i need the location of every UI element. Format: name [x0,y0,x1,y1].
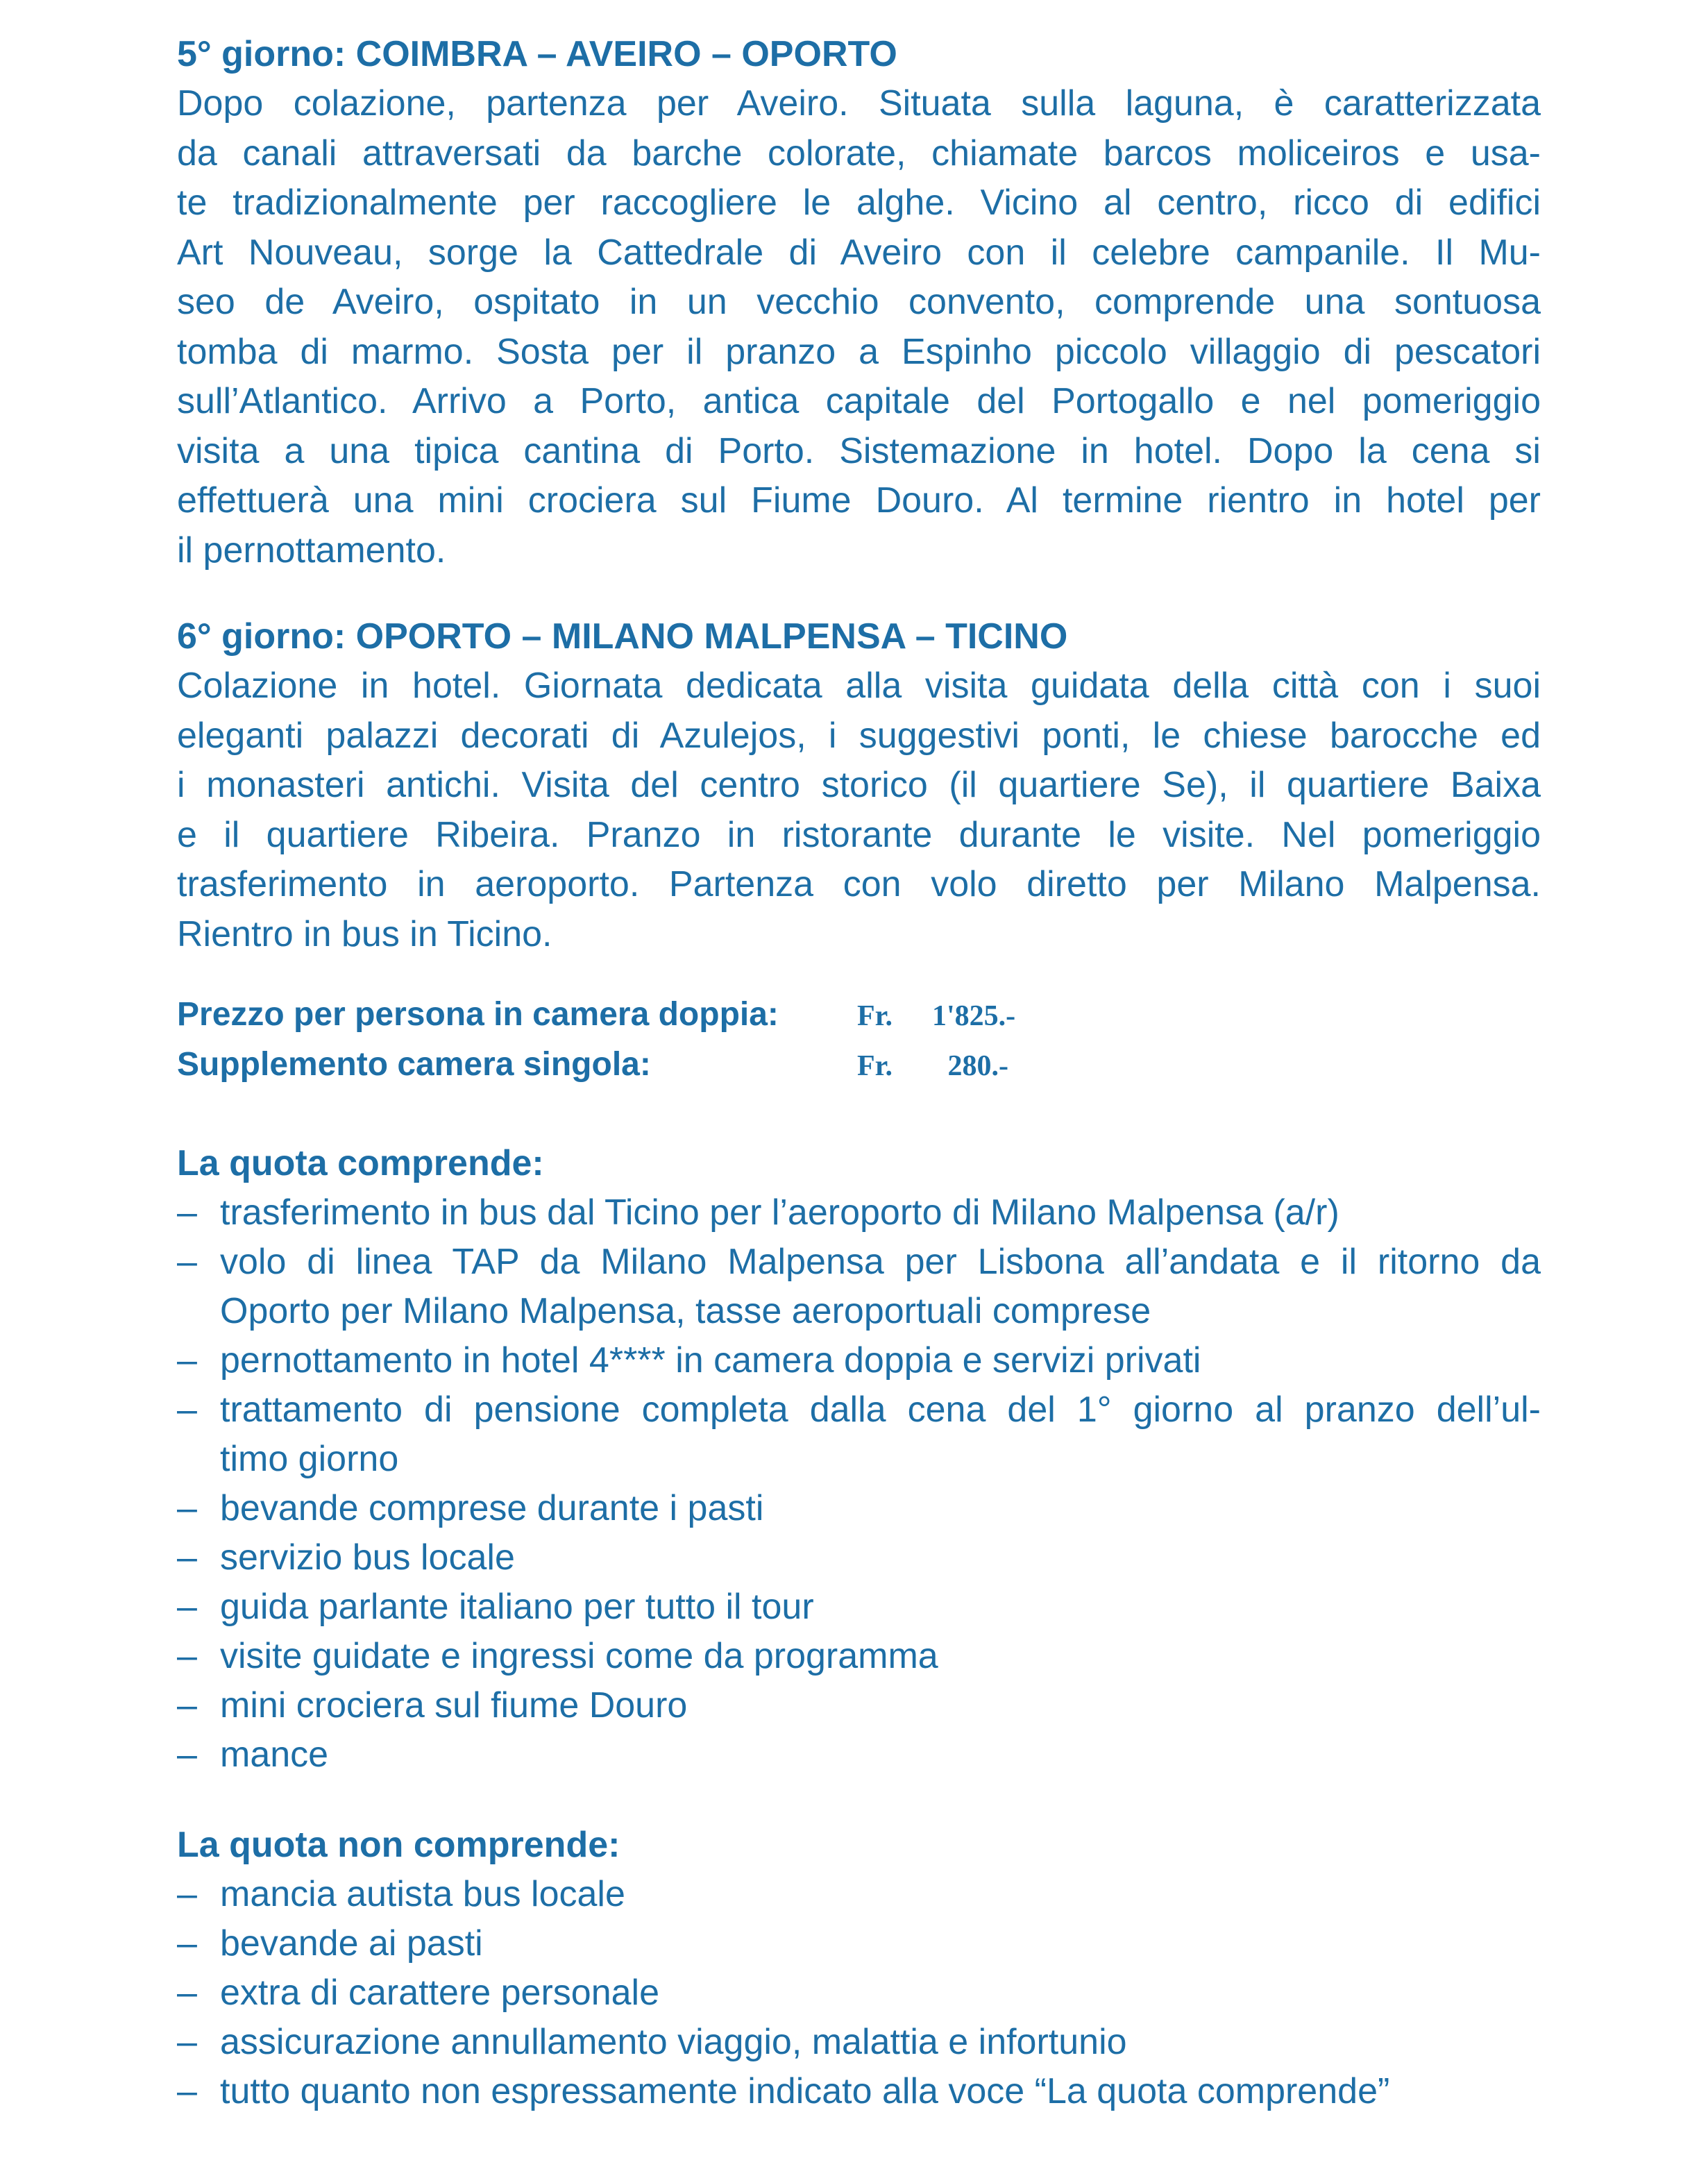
text-line: Rientro in bus in Ticino. [177,913,552,954]
price-currency: Fr. [857,1050,893,1082]
list-item [177,1336,1541,1385]
list-item-line: pernottamento in hotel 4**** in camera doppia e servizi privati [220,1340,1201,1381]
list-item [177,1919,1541,1968]
list-item-text [220,1919,1541,1968]
text-line: visita a una tipica cantina di Porto. Sistemazione in hotel. Dopo la cena si [177,430,1541,471]
list-item-line: Oporto per Milano Malpensa, tasse aeroportuali comprese [220,1291,1151,1331]
list-item-text [220,1681,1541,1730]
list-item-text [220,1484,1541,1533]
price-currency: Fr. [857,1000,893,1032]
day-6-section [177,611,1541,959]
list-item-line: assicurazione annullamento viaggio, malattia e infortunio [220,2022,1127,2062]
list-item-text [220,1188,1541,1238]
text-line: tomba di marmo. Sosta per il pranzo a Espinho piccolo villaggio di pescatori [177,331,1541,372]
list-item [177,2018,1541,2067]
text-line: Dopo colazione, partenza per Aveiro. Situata sulla laguna, è caratterizzata [177,83,1541,124]
list-item-line: tutto quanto non espressamente indicato alla voce “La quota comprende” [220,2071,1390,2111]
document-content [177,29,1541,2116]
list-item-line: visite guidate e ingressi come da programma [220,1636,938,1676]
list-item-line: bevande comprese durante i pasti [220,1488,764,1528]
text-line: e il quartiere Ribeira. Pranzo in ristorante durante le visite. Nel pomeriggio [177,814,1541,855]
list-item-text [220,2018,1541,2067]
price-amount: 1'825.- [932,1000,1016,1032]
list-dash: – [177,2071,197,2111]
excluded-list [177,1870,1541,2116]
list-dash: – [177,1537,197,1578]
list-dash: – [177,1685,197,1726]
list-item-line: extra di carattere personale [220,1973,660,2013]
text-line: te tradizionalmente per raccogliere le alghe. Vicino al centro, ricco di edifici [177,183,1541,223]
text-line: Colazione in hotel. Giornata dedicata alla visita guidata della città con i suoi [177,666,1541,706]
list-item-text [220,1533,1541,1583]
list-dash: – [177,1488,197,1528]
day-5-title: 5° giorno: COIMBRA – AVEIRO – OPORTO [177,34,897,74]
list-item-line: guida parlante italiano per tutto il tour [220,1587,814,1627]
text-line: seo de Aveiro, ospitato in un vecchio convento, comprende una sontuosa [177,282,1541,322]
list-item [177,1632,1541,1681]
excluded-title: La quota non comprende: [177,1825,620,1865]
list-dash: – [177,1636,197,1676]
list-item-line: mancia autista bus locale [220,1874,625,1914]
price-label: Supplemento camera singola: [177,1046,651,1083]
list-item-text [220,1385,1541,1484]
day-6-text [177,661,1541,959]
list-item-text [220,1968,1541,2018]
list-item [177,1188,1541,1238]
list-item [177,1681,1541,1730]
list-item-line: volo di linea TAP da Milano Malpensa per Lisbona all’andata e il ritorno da [220,1242,1541,1282]
text-line: trasferimento in aeroporto. Partenza con volo diretto per Milano Malpensa. [177,864,1541,904]
price-amount: 280.- [947,1050,1008,1082]
list-item-line: bevande ai pasti [220,1923,483,1964]
list-item-line: trattamento di pensione completa dalla cena del 1° giorno al pranzo dell’ul- [220,1390,1541,1430]
list-item [177,2067,1541,2116]
list-dash: – [177,1192,197,1233]
list-item-line: timo giorno [220,1439,399,1479]
list-dash: – [177,1923,197,1964]
list-item-text [220,1583,1541,1632]
text-line: effettuerà una mini crociera sul Fiume Douro. Al termine rientro in hotel per [177,480,1541,521]
list-item-text [220,1336,1541,1385]
list-item-text [220,1632,1541,1681]
list-dash: – [177,1390,197,1430]
day-5-text [177,79,1541,575]
included-list [177,1188,1541,1780]
list-item-text [220,1238,1541,1336]
list-dash: – [177,2022,197,2062]
price-row-single [177,1045,1541,1095]
text-line: il pernottamento. [177,530,446,571]
list-dash: – [177,1735,197,1775]
list-item [177,1385,1541,1484]
price-value [857,1049,1008,1083]
text-line: sull’Atlantico. Arrivo a Porto, antica capitale del Portogallo e nel pomeriggio [177,381,1541,421]
text-line: da canali attraversati da barche colorate, chiamate barcos moliceiros e usa- [177,133,1541,174]
list-item [177,1533,1541,1583]
list-dash: – [177,1340,197,1381]
list-item-line: mance [220,1735,329,1775]
list-item [177,1870,1541,1919]
included-title: La quota comprende: [177,1143,544,1183]
list-item [177,1583,1541,1632]
list-item-text [220,1730,1541,1780]
text-line: Art Nouveau, sorge la Cattedrale di Aveiro con il celebre campanile. Il Mu- [177,232,1541,273]
list-dash: – [177,1874,197,1914]
list-item [177,1238,1541,1336]
text-line: eleganti palazzi decorati di Azulejos, i suggestivi ponti, le chiese barocche ed [177,715,1541,756]
list-item-text [220,2067,1541,2116]
day-6-title: 6° giorno: OPORTO – MILANO MALPENSA – TICINO [177,616,1068,657]
list-item-line: mini crociera sul fiume Douro [220,1685,688,1726]
price-row-double [177,995,1541,1045]
list-item [177,1730,1541,1780]
list-item [177,1484,1541,1533]
price-block [177,995,1541,1095]
price-label: Prezzo per persona in camera doppia: [177,996,779,1033]
list-item-line: trasferimento in bus dal Ticino per l’aeroporto di Milano Malpensa (a/r) [220,1192,1339,1233]
list-dash: – [177,1587,197,1627]
list-item [177,1968,1541,2018]
list-dash: – [177,1973,197,2013]
list-dash: – [177,1242,197,1282]
day-5-section [177,29,1541,575]
list-item-text [220,1870,1541,1919]
list-item-line: servizio bus locale [220,1537,515,1578]
text-line: i monasteri antichi. Visita del centro storico (il quartiere Se), il quartiere Baixa [177,765,1541,805]
price-value [857,999,1016,1033]
